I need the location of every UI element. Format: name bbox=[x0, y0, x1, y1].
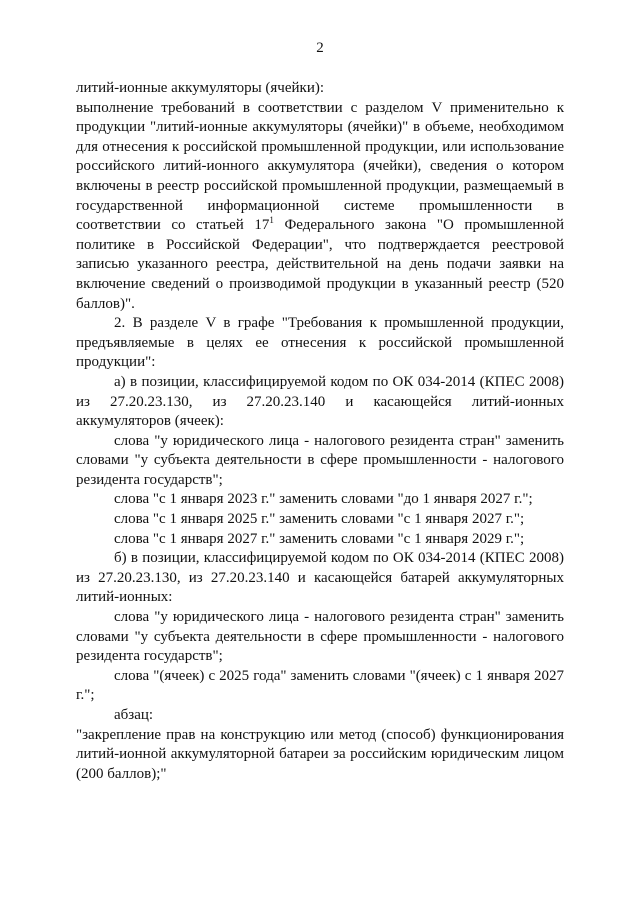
paragraph-heading-line: литий-ионные аккумуляторы (ячейки): bbox=[76, 80, 325, 96]
superscript-one: 1 bbox=[269, 215, 274, 226]
document-body bbox=[76, 79, 564, 784]
paragraph-abzac: абзац: bbox=[114, 707, 154, 723]
paragraph-replace-2027: слова "с 1 января 2027 г." заменить словами "с 1 января 2029 г."; bbox=[114, 530, 525, 547]
paragraph-replace-words-2: слова "у юридического лица - налогового резидента стран" заменить словами "у субъекта деятельности в сфере промышленности - налогового резидента государств"; bbox=[76, 609, 564, 665]
paragraph-replace-2023: слова "с 1 января 2023 г." заменить словами "до 1 января 2027 г."; bbox=[114, 491, 533, 508]
paragraph-section-v: 2. В разделе V в графе "Требования к промышленной продукции, предъявляемые в целях ее отнесения к российской промышленной продукции": bbox=[76, 315, 564, 371]
page-number: 2 bbox=[316, 40, 324, 56]
paragraph-replace-words-1: слова "у юридического лица - налогового резидента стран" заменить словами "у субъекта деятельности в сфере промышленности - налогового резидента государств"; bbox=[76, 432, 564, 488]
paragraph-replace-2025: слова "с 1 января 2025 г." заменить словами "с 1 января 2027 г."; bbox=[114, 511, 525, 528]
paragraph-item-a: а) в позиции, классифицируемой кодом по ОК 034-2014 (КПЕС 2008) из 27.20.23.130, из 27.20.23.140 и касающейся литий-ионных аккумуляторов (ячеек): bbox=[76, 373, 564, 430]
paragraph-requirement-tail: Федерального закона "О промышленной политике в Российской Федерации", что подтверждается реестровой записью указанного реестра, действительной на день подачи заявки на включение сведений о производимой продукции в указанный реестр (520 баллов)". bbox=[76, 217, 565, 312]
paragraph-requirement bbox=[76, 99, 564, 315]
paragraph-replace-cells: слова "(ячеек) с 2025 года" заменить словами "(ячеек) с 1 января 2027 г."; bbox=[76, 667, 564, 704]
paragraph-item-b: б) в позиции, классифицируемой кодом по ОК 034-2014 (КПЕС 2008) из 27.20.23.130, из 27.20.23.140 и касающейся батарей аккумуляторных литий-ионных: bbox=[76, 550, 564, 606]
paragraph-requirement-text: выполнение требований в соответствии с разделом V применительно к продукции "литий-ионные аккумуляторы (ячейки)" в объеме, необходимом для отнесения к российской промышленной продукции, или использование российского литий-ионного аккумулятора (ячейки), сведения о котором включены в реестр российской промышленной продукции, размещаемый в государственной информационной системе промышленности в соответствии со статьей 17 bbox=[76, 99, 564, 234]
paragraph-quote: "закрепление прав на конструкцию или метод (способ) функционирования литий-ионной аккумуляторной батареи за российским юридическим лицом (200 баллов);" bbox=[76, 726, 564, 782]
